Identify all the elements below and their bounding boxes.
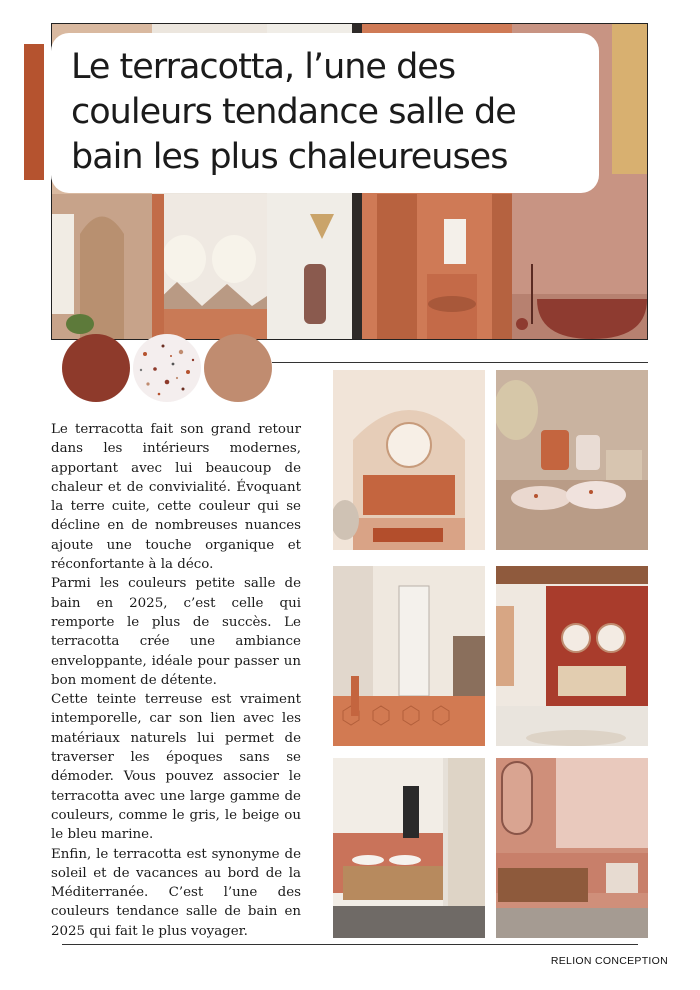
paragraph: Enfin, le terracotta est synonyme de soleil et de vacances au bord de la Méditerranée. C’est l’une des couleurs tendance salle de bain en 2025 qui fait le plus voyager. — [51, 846, 301, 939]
paragraph: Parmi les couleurs petite salle de bain en 2025, c’est celle qui remporte le plus de succès. Le terracotta crée une ambiance enveloppante, idéale pour passer un bon moment de détente. — [51, 576, 301, 688]
swatch-terracotta-dark — [62, 334, 130, 402]
swatch-terracotta-light — [204, 334, 272, 402]
title-card — [51, 33, 599, 193]
accent-bar — [24, 44, 44, 180]
photo-hexagon-floor-shower — [333, 566, 485, 746]
brand-footer: RELION CONCEPTION — [550, 955, 668, 967]
photo-terrazzo-accessories — [496, 370, 648, 550]
divider — [272, 362, 648, 363]
photo-double-basin-wood — [333, 758, 485, 938]
photo-arched-vanity — [333, 370, 485, 550]
photo-red-wall-vanity — [496, 566, 648, 746]
paragraph: Le terracotta fait son grand retour dans les intérieurs modernes, apportant avec lui beaucoup de chaleur et de convivialité. Évoquant la terre cuite, cette couleur qui se décline en de nombreuses nuances ajoute une touche organique et réconfortante à la déco. — [51, 422, 301, 573]
page-title: Le terracotta, l’une des couleurs tendance salle de bain les plus chaleureuses — [71, 47, 516, 177]
article-body — [51, 420, 301, 941]
divider — [62, 944, 638, 945]
paragraph: Cette teinte terreuse est vraiment intemporelle, car son lien avec les matériaux naturels lui permet de traverser les époques sans se démoder. Vous pouvez associer le terracotta avec une large gamme de couleurs, comme le gris, le beige ou le bleu marine. — [51, 692, 301, 843]
photo-pink-oval-mirror — [496, 758, 648, 938]
swatch-terrazzo — [133, 334, 201, 402]
